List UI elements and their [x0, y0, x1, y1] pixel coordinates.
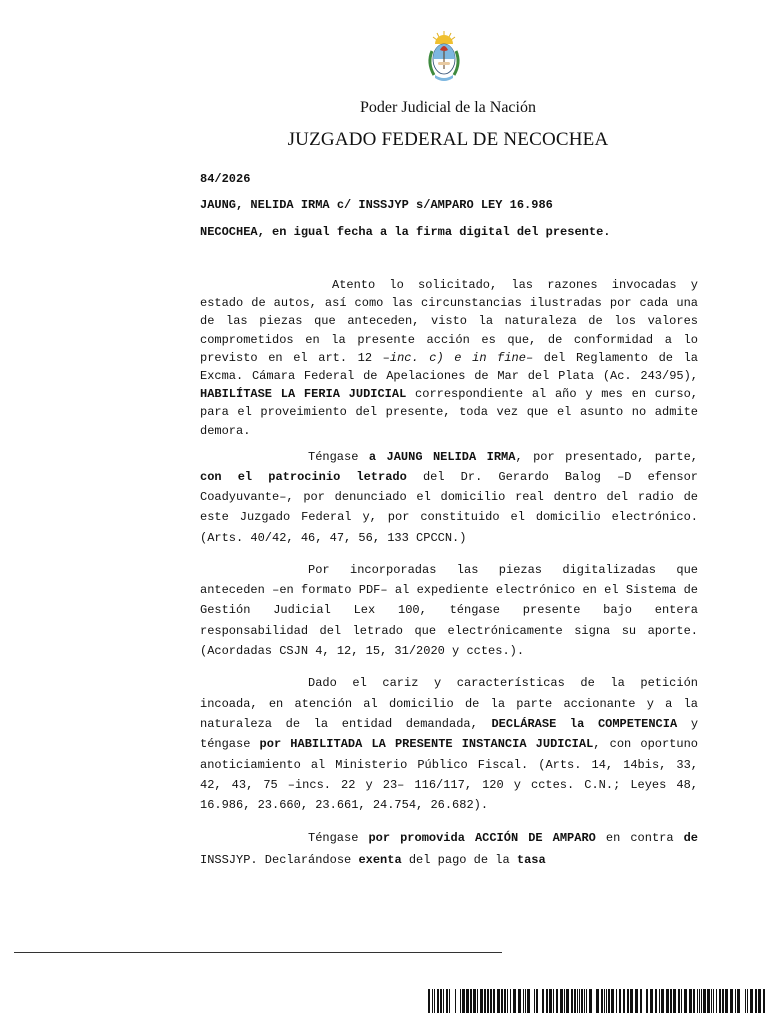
- case-caption: JAUNG, NELIDA IRMA c/ INSSJYP s/AMPARO LEY 16.986: [200, 198, 553, 212]
- text-run: – del Reglamento de la Excma. Cámara Federal de Apelaciones de Mar del Plata (Ac. 243/95),: [200, 350, 698, 384]
- paragraph-presentation: [200, 447, 698, 548]
- issuing-organization: Poder Judicial de la Nación: [360, 99, 536, 116]
- bold-text: con el patrocinio letrado: [200, 470, 407, 485]
- text-run: Téngase: [308, 831, 369, 846]
- case-number: 84/2026: [200, 172, 251, 186]
- bold-text: por HABILITADA LA PRESENTE INSTANCIA JUDICIAL: [259, 737, 594, 752]
- place-and-date: NECOCHEA, en igual fecha a la firma digital del presente.: [200, 225, 611, 239]
- court-name: JUZGADO FEDERAL DE NECOCHEA: [287, 129, 609, 150]
- bold-text: a JAUNG NELIDA IRMA: [368, 449, 516, 464]
- text-run: INSSJYP. Declarándose: [200, 853, 359, 868]
- bold-text: por promovida ACCIÓN DE AMPARO: [368, 831, 596, 846]
- text-run: , por presentado, parte,: [515, 449, 699, 464]
- text-run: correspondiente al año y mes en curso, para el proveimiento del presente, toda vez que el asunto no admite demora.: [200, 387, 698, 438]
- text-run: Dado el cariz y características de la petición incoada, en atención al domicilio de la parte accionante y a la naturaleza de la entidad demandada,: [200, 676, 698, 731]
- paragraph-digital-pieces: [200, 560, 698, 661]
- text-run: , con oportuno anoticiamiento al Ministerio Público Fiscal. (Arts. 14, 14bis, 33, 42, 43, 75 –incs. 22 y 23– 116/117, 120 y cctes. C.N.; Leyes 48, 16.986, 23.660, 23.661, 24.754, 26.682).: [200, 737, 698, 813]
- text-run: Atento lo solicitado, las razones invocadas y estado de autos, así como las circunstancias ilustradas por cada una de las piezas que anteceden, visto la naturaleza de los valores comprometidos en la presente acción es que, de conformidad a lo previsto en el art. 12 –: [200, 278, 698, 365]
- resolution-body: [200, 276, 698, 871]
- footer-divider: [14, 952, 502, 953]
- bold-text: tasa: [516, 853, 546, 868]
- italic-text: inc. c) e in fine: [389, 350, 526, 365]
- argentine-coat-of-arms-icon: [425, 29, 463, 85]
- paragraph-competence: [200, 673, 698, 815]
- text-run: Por incorporadas las piezas digitalizadas que anteceden –en formato PDF– al expediente electrónico en el Sistema de Gestión Judicial Lex 100, téngase presente bajo entera responsabilidad del letrado que electrónicamente signa su aporte. (Acordadas CSJN 4, 12, 15, 31/2020 y cctes.).: [200, 562, 698, 659]
- text-run: en contra: [595, 831, 684, 846]
- text-run: del Dr. Gerardo Balog –D efensor Coadyuvante–, por denunciado el domicilio real dentro del radio de este Juzgado Federal y, por constituido el domicilio electrónico. (Arts. 40/42, 46, 47, 56, 133 CPCCN.): [200, 470, 699, 545]
- barcode: [428, 989, 768, 1013]
- text-run: y téngase: [200, 716, 699, 752]
- text-run: Téngase: [308, 449, 369, 464]
- paragraph-amparo: [200, 827, 698, 871]
- text-run: del pago de la: [401, 853, 517, 868]
- paragraph-feria: [200, 276, 698, 440]
- bold-text: exenta: [358, 853, 402, 868]
- bold-text: de: [683, 831, 698, 846]
- bold-text: DECLÁRASE la COMPETENCIA: [491, 716, 678, 731]
- bold-text: HABILÍTASE LA FERIA JUDICIAL: [200, 387, 407, 402]
